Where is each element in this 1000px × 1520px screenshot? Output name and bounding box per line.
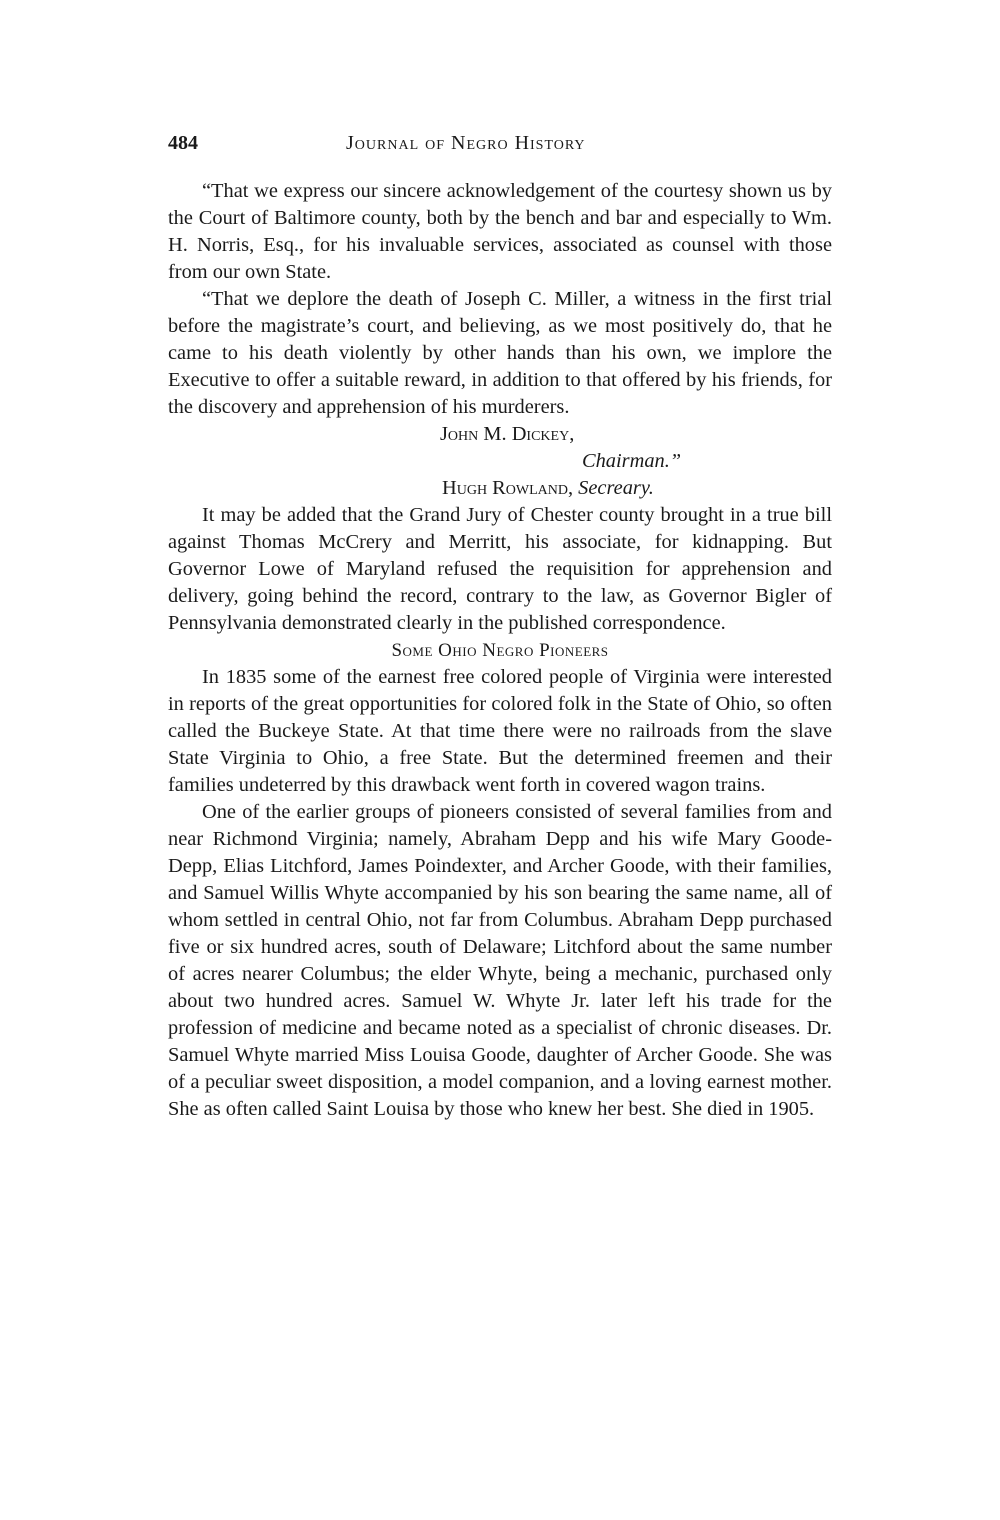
page-header — [168, 132, 832, 162]
section-heading: Some Ohio Negro Pioneers — [391, 640, 609, 661]
signature-secretary-title: Secreary. — [578, 477, 654, 499]
signature-secretary — [168, 475, 832, 502]
paragraph-ohio-1835: In 1835 some of the earnest free colored people of Virginia were interested in reports of the great opportunities for colored folk in the State of Ohio, so often called the Buckeye State. At that time there were no railroads from the slave State Virginia to Ohio, a free State. But the determined freemen and their families undeterred by this drawback went forth in covered wagon trains. — [168, 666, 832, 796]
signature-secretary-name: Hugh Rowland, — [442, 477, 574, 499]
paragraph-grand-jury: It may be added that the Grand Jury of Chester county brought in a true bill against Thomas McCrery and Merritt, his associate, for kidnapping. But Governor Lowe of Maryland refused the requisition for apprehension and delivery, going behind the record, contrary to the law, as Governor Bigler of Pennsylvania demonstrated clearly in the published correspondence. — [168, 504, 832, 634]
paragraph-pioneer-families: One of the earlier groups of pioneers consisted of several families from and near Richmond Virginia; namely, Abraham Depp and his wife Mary Goode-Depp, Elias Litchford, James Poindexter, and Archer Goode, with their families, and Samuel Willis Whyte accompanied by his son bearing the same name, all of whom settled in central Ohio, not far from Columbus. Abraham Depp purchased five or six hundred acres, south of Delaware; Litchford about the same number of acres nearer Columbus; the elder Whyte, being a mechanic, purchased only about two hundred acres. Samuel W. Whyte Jr. later left his trade for the profession of medicine and became noted as a specialist of chronic diseases. Dr. Samuel Whyte married Miss Louisa Goode, daughter of Archer Goode. She was of a peculiar sweet disposition, a model companion, and a loving earnest mother. She as often called Saint Louisa by those who knew her best. She died in 1905. — [168, 801, 832, 1120]
signature-chairman-name: John M. Dickey, — [440, 423, 575, 445]
running-title: Journal of Negro History — [346, 132, 586, 154]
signature-chairman-title: Chairman.” — [582, 450, 682, 472]
body-text — [168, 178, 832, 1123]
paragraph-resolution-courtesy: “That we express our sincere acknowledgement of the courtesy shown us by the Court of Baltimore county, both by the bench and bar and especially to Wm. H. Norris, Esq., for his invaluable services, associated as counsel with those from our own State. — [168, 180, 832, 283]
paragraph-resolution-miller: “That we deplore the death of Joseph C. Miller, a witness in the first trial before the magistrate’s court, and believing, as we most positively do, that he came to his death violently by other hands than his own, we implore the Executive to offer a suitable reward, in addition to that offered by his friends, for the discovery and apprehension of his murderers. — [168, 288, 832, 418]
page-number: 484 — [168, 132, 198, 154]
